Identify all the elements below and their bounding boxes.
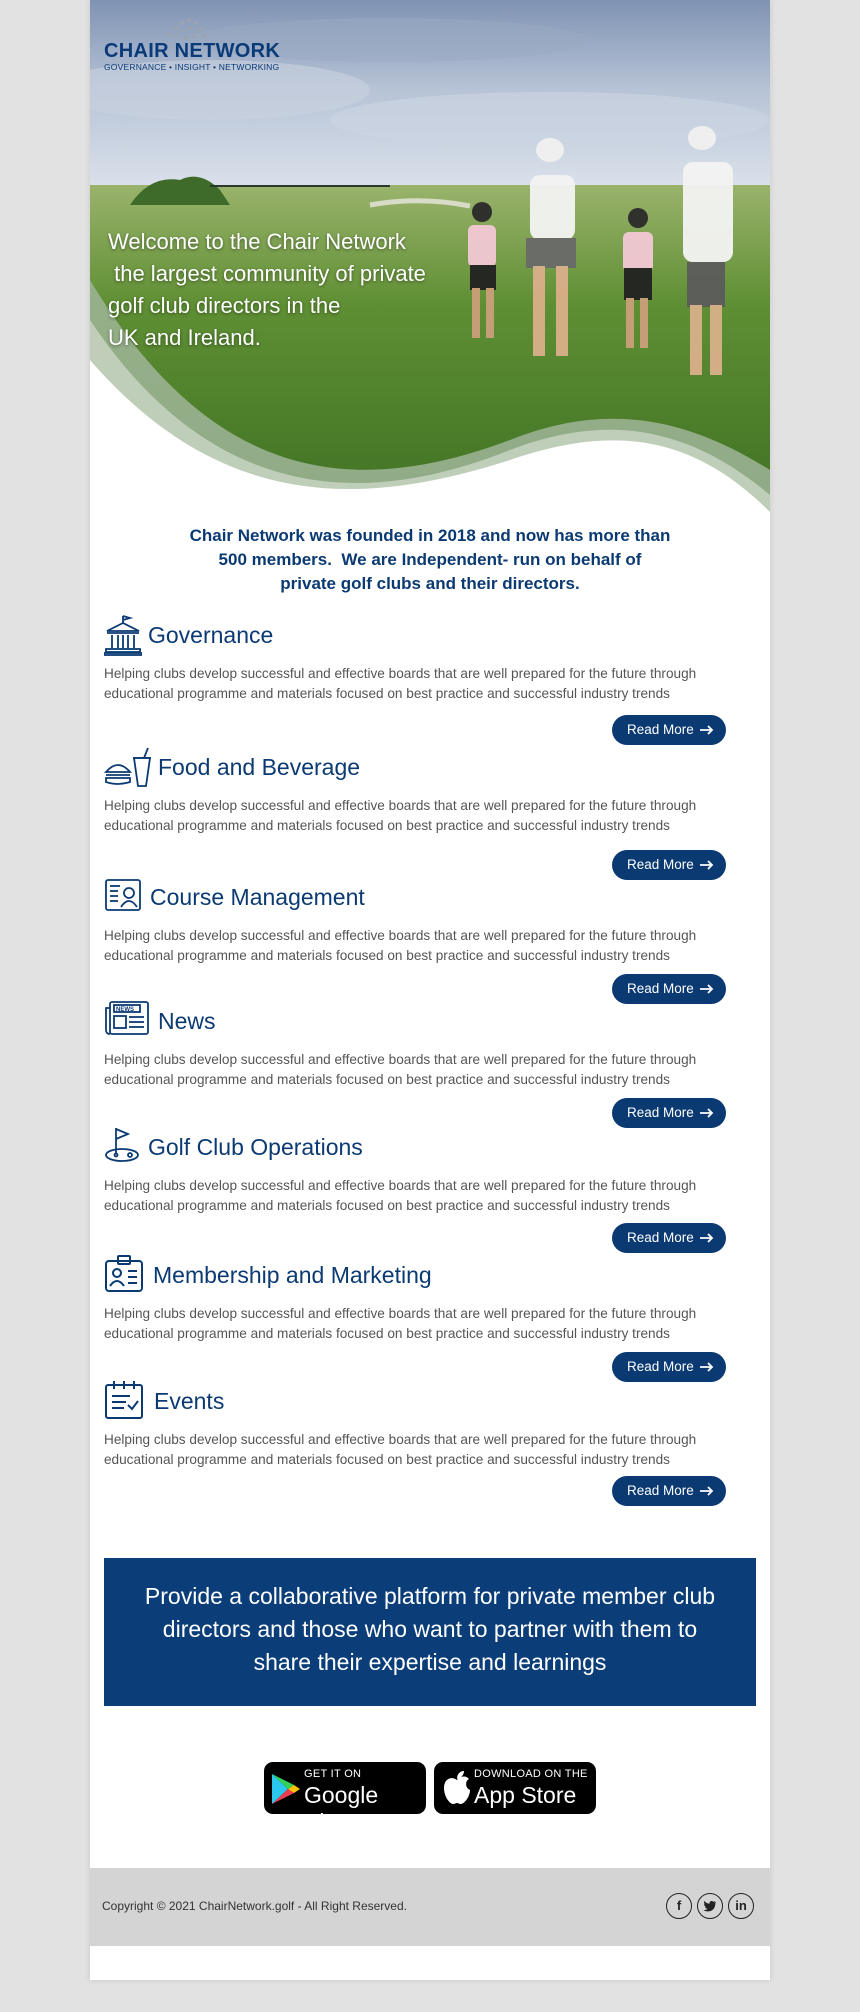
section-golf-club-operations — [104, 1126, 744, 1256]
read-more-button[interactable] — [612, 1476, 726, 1506]
section-title: Membership and Marketing — [153, 1262, 432, 1288]
read-more-label: Read More — [627, 981, 694, 996]
section-food-and-beverage — [104, 746, 744, 880]
apple-icon — [442, 1770, 472, 1806]
course-management-icon — [104, 876, 142, 914]
calendar-checklist-icon — [104, 1380, 144, 1420]
golf-flag-icon — [104, 1126, 142, 1164]
facebook-icon[interactable] — [666, 1893, 692, 1919]
read-more-label: Read More — [627, 1230, 694, 1245]
google-play-label: Google Play — [304, 1782, 379, 1835]
mission-banner — [104, 1558, 756, 1706]
app-store-small-label: DOWNLOAD ON THE — [474, 1768, 588, 1780]
section-governance — [104, 614, 744, 746]
read-more-button[interactable] — [612, 1352, 726, 1382]
arrow-right-icon — [700, 1362, 714, 1372]
hero-line: the largest community of private — [108, 261, 426, 286]
email-container — [90, 0, 770, 1980]
mission-text: Provide a collaborative platform for private member club directors and those who want to partner with them to share their expertise and learnings — [144, 1583, 716, 1675]
brand-name: CHAIR NETWORK — [104, 40, 281, 62]
hero-line: golf club directors in the — [108, 293, 341, 318]
section-description: Helping clubs develop successful and effective boards that are well prepared for the future through educational programme and materials focused on best practice and successful industry trends — [104, 1306, 697, 1341]
read-more-button[interactable] — [612, 1223, 726, 1253]
app-store-label: App Store — [474, 1782, 577, 1808]
section-news — [104, 1000, 744, 1128]
google-play-small-label: GET IT ON — [304, 1768, 362, 1780]
hero-line: Welcome to the Chair Network — [108, 229, 406, 254]
read-more-label: Read More — [627, 1359, 694, 1374]
twitter-icon[interactable] — [697, 1893, 723, 1919]
intro-line: 500 members. We are Independent- run on behalf of — [218, 550, 642, 569]
section-title: News — [158, 1008, 216, 1034]
read-more-label: Read More — [627, 1105, 694, 1120]
section-course-management — [104, 876, 744, 1004]
section-description: Helping clubs develop successful and effective boards that are well prepared for the future through educational programme and materials focused on best practice and successful industry trends — [104, 1052, 697, 1087]
arrow-right-icon — [700, 1108, 714, 1118]
svg-text:NEWS: NEWS — [116, 1007, 134, 1013]
read-more-label: Read More — [627, 1483, 694, 1498]
read-more-label: Read More — [627, 722, 694, 737]
section-description: Helping clubs develop successful and effective boards that are well prepared for the future through educational programme and materials focused on best practice and successful industry trends — [104, 666, 697, 701]
linkedin-icon[interactable] — [728, 1893, 754, 1919]
brand-tagline: GOVERNANCE • INSIGHT • NETWORKING — [104, 62, 280, 72]
read-more-label: Read More — [627, 857, 694, 872]
footer — [90, 1868, 770, 1946]
section-title: Events — [154, 1388, 225, 1414]
section-description: Helping clubs develop successful and effective boards that are well prepared for the future through educational programme and materials focused on best practice and successful industry trends — [104, 1178, 697, 1213]
newspaper-icon — [104, 1000, 150, 1036]
burger-drink-icon — [104, 746, 152, 788]
read-more-button[interactable] — [612, 1098, 726, 1128]
section-title: Governance — [148, 622, 274, 648]
intro-line: private golf clubs and their directors. — [280, 574, 580, 593]
twitter-bird-glyph — [703, 1900, 717, 1912]
brand-logo[interactable] — [104, 14, 304, 76]
arrow-right-icon — [700, 1233, 714, 1243]
intro-text — [170, 524, 690, 596]
governance-building-icon — [104, 614, 142, 656]
google-play-icon — [270, 1772, 302, 1806]
facebook-label: f — [676, 1898, 682, 1913]
hero-headline — [108, 226, 438, 354]
section-title: Food and Beverage — [158, 754, 361, 780]
arrow-right-icon — [700, 860, 714, 870]
arrow-right-icon — [700, 1486, 714, 1496]
app-store-button[interactable] — [434, 1762, 596, 1814]
copyright-text: Copyright © 2021 ChairNetwork.golf - All Right Reserved. — [102, 1899, 407, 1913]
section-description: Helping clubs develop successful and effective boards that are well prepared for the future through educational programme and materials focused on best practice and successful industry trends — [104, 928, 697, 963]
hero-banner — [90, 0, 770, 520]
google-play-button[interactable] — [264, 1762, 426, 1835]
arrow-right-icon — [700, 725, 714, 735]
intro-line: Chair Network was founded in 2018 and now has more than — [189, 526, 671, 545]
section-title: Course Management — [150, 884, 365, 910]
section-description: Helping clubs develop successful and effective boards that are well prepared for the future through educational programme and materials focused on best practice and successful industry trends — [104, 1432, 697, 1467]
section-membership-and-marketing — [104, 1254, 744, 1384]
read-more-button[interactable] — [612, 715, 726, 745]
section-title: Golf Club Operations — [148, 1134, 363, 1160]
hero-line: UK and Ireland. — [108, 325, 261, 350]
arrow-right-icon — [700, 984, 714, 994]
linkedin-label: in — [735, 1898, 747, 1913]
section-events — [104, 1380, 744, 1510]
section-description: Helping clubs develop successful and effective boards that are well prepared for the future through educational programme and materials focused on best practice and successful industry trends — [104, 798, 697, 833]
id-badge-icon — [104, 1254, 144, 1294]
